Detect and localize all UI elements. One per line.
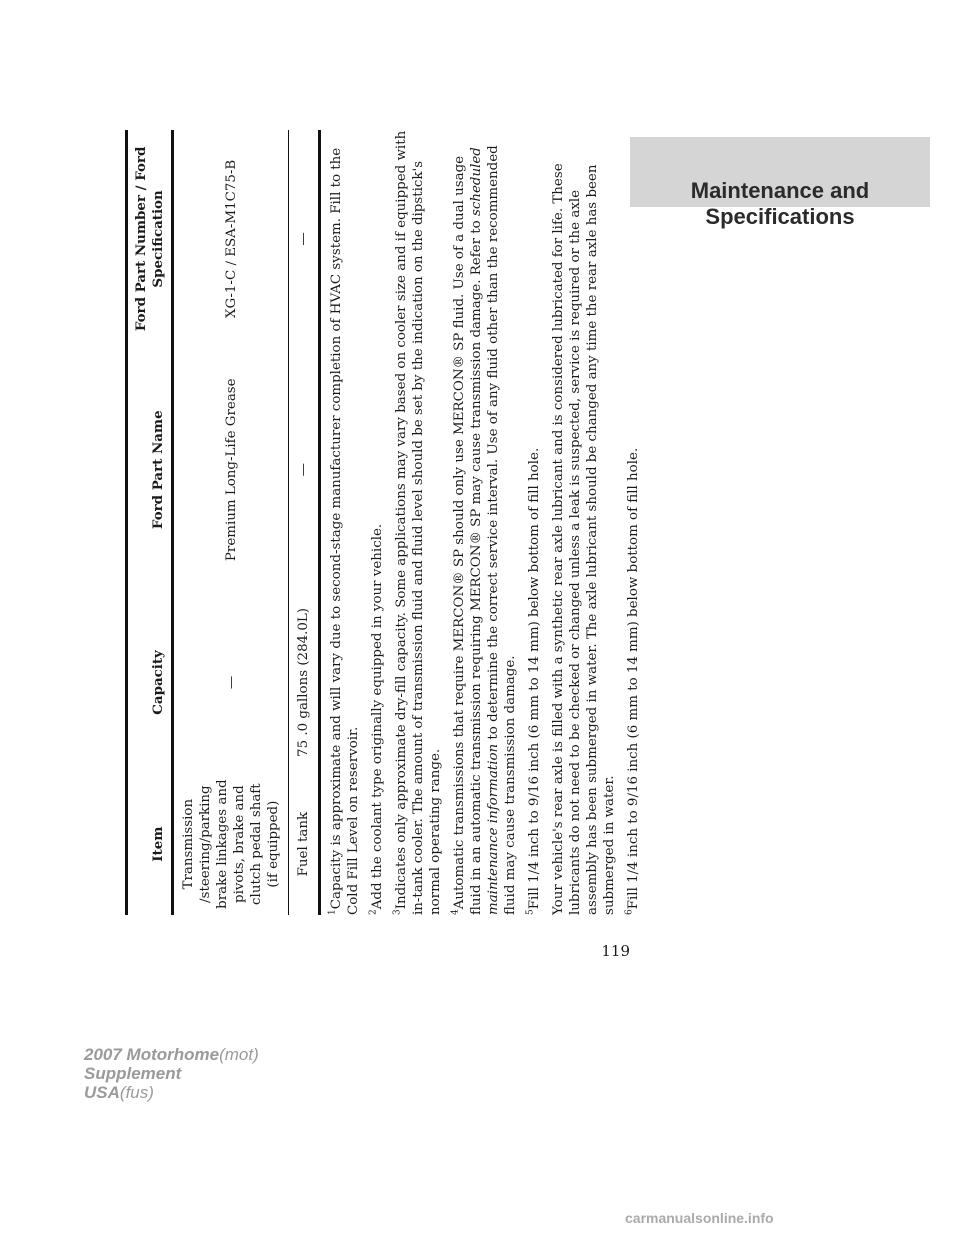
footnote-marker: 5 <box>525 909 536 915</box>
watermark: carmanualsonline.info <box>625 1210 774 1226</box>
cell-capacity: — <box>173 592 289 774</box>
column-header-capacity: Capacity <box>127 592 173 774</box>
cell-capacity: 75 .0 gallons (284.0L) <box>289 592 320 774</box>
footer-market-code: (fus) <box>119 1083 154 1102</box>
footnote-marker: 6 <box>624 909 635 915</box>
cell-part-number: XG-1-C / ESA-M1C75-B <box>173 130 289 348</box>
cell-part-name: Premium Long-Life Grease <box>173 348 289 592</box>
page-number: 119 <box>601 942 630 960</box>
footer-model-code: (mot) <box>219 1045 259 1064</box>
cell-item: Fuel tank <box>289 773 320 915</box>
column-header-part-number: Ford Part Number / Ford Specification <box>127 130 173 348</box>
footer-line-1 <box>84 1045 259 1064</box>
footnote-1 <box>328 130 362 915</box>
footnote-4 <box>451 130 519 915</box>
footer-model: 2007 Motorhome <box>84 1045 220 1064</box>
column-header-item: Item <box>127 773 173 915</box>
footnote-2 <box>369 130 386 915</box>
column-header-part-name: Ford Part Name <box>127 348 173 592</box>
footnote-text: Capacity is approximate and will vary due to second-stage manufacturer completion of HVAC system. Fill to the Cold Fill Level on reservoir. <box>329 147 361 915</box>
footer-line-3 <box>84 1083 259 1102</box>
footnote-marker: 2 <box>368 909 379 915</box>
specification-table <box>125 130 321 915</box>
footnote-text: Automatic transmissions that require MERCON® SP should only use MERCON® SP fluid. Use of a dual usage fluid in an automatic transmission requiring MERCON® SP may cause transmission damage. Refer to <box>452 155 484 915</box>
footnote-text: Add the coolant type originally equipped in your vehicle. <box>370 523 385 910</box>
document-footer <box>84 1045 259 1102</box>
footnote-text: to determine the correct service interval. Use of any fluid other than the recommended fluid may cause transmission damage. <box>486 145 518 915</box>
footnote-marker: 1 <box>327 909 338 915</box>
footnote-text: Fill 1/4 inch to 9/16 inch (6 mm to 14 mm) below bottom of fill hole. <box>527 447 542 910</box>
cell-part-name: — <box>289 348 320 592</box>
cell-part-number: — <box>289 130 320 348</box>
section-title: Maintenance and Specifications <box>690 178 870 229</box>
rear-axle-paragraph <box>550 130 618 915</box>
footnote-5 <box>526 130 543 915</box>
footer-line-2: Supplement <box>84 1064 182 1083</box>
footnotes <box>328 130 642 915</box>
table-header-row <box>127 130 173 915</box>
footnote-3 <box>393 130 444 915</box>
footnote-text: Fill 1/4 inch to 9/16 inch (6 mm to 14 mm) below bottom of fill hole. <box>626 447 641 910</box>
footnote-6 <box>625 130 642 915</box>
footnote-text: Indicates only approximate dry-fill capacity. Some applications may vary based on cooler size and if equipped with in-tank cooler. The amount of transmission fluid and fluid level should be set by the indication on the dipstick's normal operating range. <box>394 130 443 915</box>
footnote-marker: 3 <box>392 909 403 915</box>
cell-item: Transmission /steering/parking brake linkages and pivots, brake and clutch pedal shaft (if equipped) <box>173 773 289 915</box>
footer-market: USA <box>84 1083 120 1102</box>
footnote-reference-link-text: scheduled maintenance information <box>469 147 501 915</box>
rotated-page-content <box>125 130 655 915</box>
paragraph-text: Your vehicle's rear axle is filled with a synthetic rear axle lubricant and is considered lubricated for life. These lubricants do not need to be checked or changed unless a leak is suspected, service is required or the axle assembly has been submerged in water. The axle lubricant should be changed any time the rear axle has been submerged in water. <box>551 163 617 915</box>
table-row <box>289 130 320 915</box>
footnote-marker: 4 <box>450 909 461 915</box>
table-row <box>173 130 289 915</box>
